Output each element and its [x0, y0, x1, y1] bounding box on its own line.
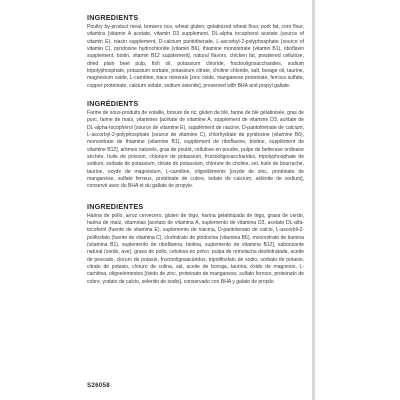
section-title-english: INGREDIENTS: [87, 13, 139, 22]
ingredients-section-spanish: [87, 203, 304, 286]
section-body-english: Poultry by-product meal, brewers rice, wheat gluten, gelatinized wheat flour, pork fat, corn flour, vitamins [vitamin A acetate, vitamin D3 supplement, DL-alpha tocopherol acetate (source of vitamin E), niacin supplement, D-calcium pantothenate, L-ascorbyl-2-polyphosphate (source of vitamin C), pyridoxine hydrochloride (vitamin B6), thiamine mononitrate (vitamin B1), riboflavin supplement, biotin, vitamin B12 supplement], natural flavors, chicken fat, powdered cellulose, dried plain beet pulp, fish oil, potassium chloride, fructooligosaccharides, sodium tripolyphosphate, potassium sorbate, potassium citrate, choline chloride, salt, borage oil, taurine, magnesium oxide, L-carnitine, trace minerals [zinc oxide, manganese proteinate, ferrous sulfate, copper proteinate, calcium iodate, sodium selenite], preserved with BHA and propyl gallate.: [87, 23, 304, 89]
section-title-spanish: INGREDIENTES: [87, 201, 144, 211]
panel-divider-line: [312, 0, 315, 400]
ingredients-column: [87, 14, 304, 296]
ingredients-section-french: [87, 100, 304, 191]
section-body-spanish: Harina de pollo, arroz cervecero, gluten de trigo, harina gelatinizada de trigo, grasa de cerdo, harina de maíz, vitaminas [acetato de vitamina A, suplemento de vitamina D3, acetato DL-alfa-tocoferol (fuente de vitamina E), suplemento de niacina, D-pantotenato de calcio, L-ascorbil-2-polifosfato (fuente de vitamina C), clorhidrato de piridoxina (vitamina B6), mononitrato de tiamina (vitamina B1), suplemento de riboflavina, biotina, suplemento de vitamina B12], saborizante natural (cerdo, ave), grasa de pollo, celulosa en polvo, pulpa de remolacha deshidratada, aceite de pescado, cloruro de potasio, fructooligosacáridos, tripolifosfato de sodio, sorbato de potasio, citrato de potasio, cloruro de colina, sal, aceite de borraja, taurina, óxido de magnesio, L-carnitina, oligoelementos [óxido de zinc, proteinato de manganeso, sulfato ferroso, proteinato de cobre, yodato de calcio, selenito de sodio], conservado con BHA y galato de propilo.: [87, 212, 304, 285]
section-title-french: INGRÉDIENTS: [87, 99, 139, 109]
product-code: S26058: [87, 382, 110, 389]
ingredients-section-english: [87, 14, 304, 90]
section-body-french: Farine de sous-produits de volaille, brisure de riz, gluten de blé, farine de blé gélatinisée, gras de porc, farine de maïs, vitamines [acétate de vitamine A, supplément de vitamine D3, acétate de DL-alpha-tocophérol (source de vitamine E), supplément de niacine, D-pantothénate de calcium, L-ascorbyl-2-polyphosphate (source de vitamine C), chlorhydrate de pyridoxine (vitamine B6), mononitrate de thiamine (vitamine B1), supplément de riboflavine, biotine, supplément de vitamine B12], arômes naturels, gras de poulet, cellulose en poudre, pulpe de betterave ordinaire séchée, huile de poisson, chlorure de potassium, fructooligosaccharides, tripolyphosphate de sodium, sorbate de potassium, citrate de potassium, chlorure de choline, sel, huile de bourrache, taurine, oxyde de magnésium, L-carnitine, oligoéléments [oxyde de zinc, protéinate de manganèse, sulfate ferreux, protéinate de cuivre, iodate de calcium, sélénite de sodium], conservé avec du BHA et du gallate de propyle.: [87, 109, 304, 190]
